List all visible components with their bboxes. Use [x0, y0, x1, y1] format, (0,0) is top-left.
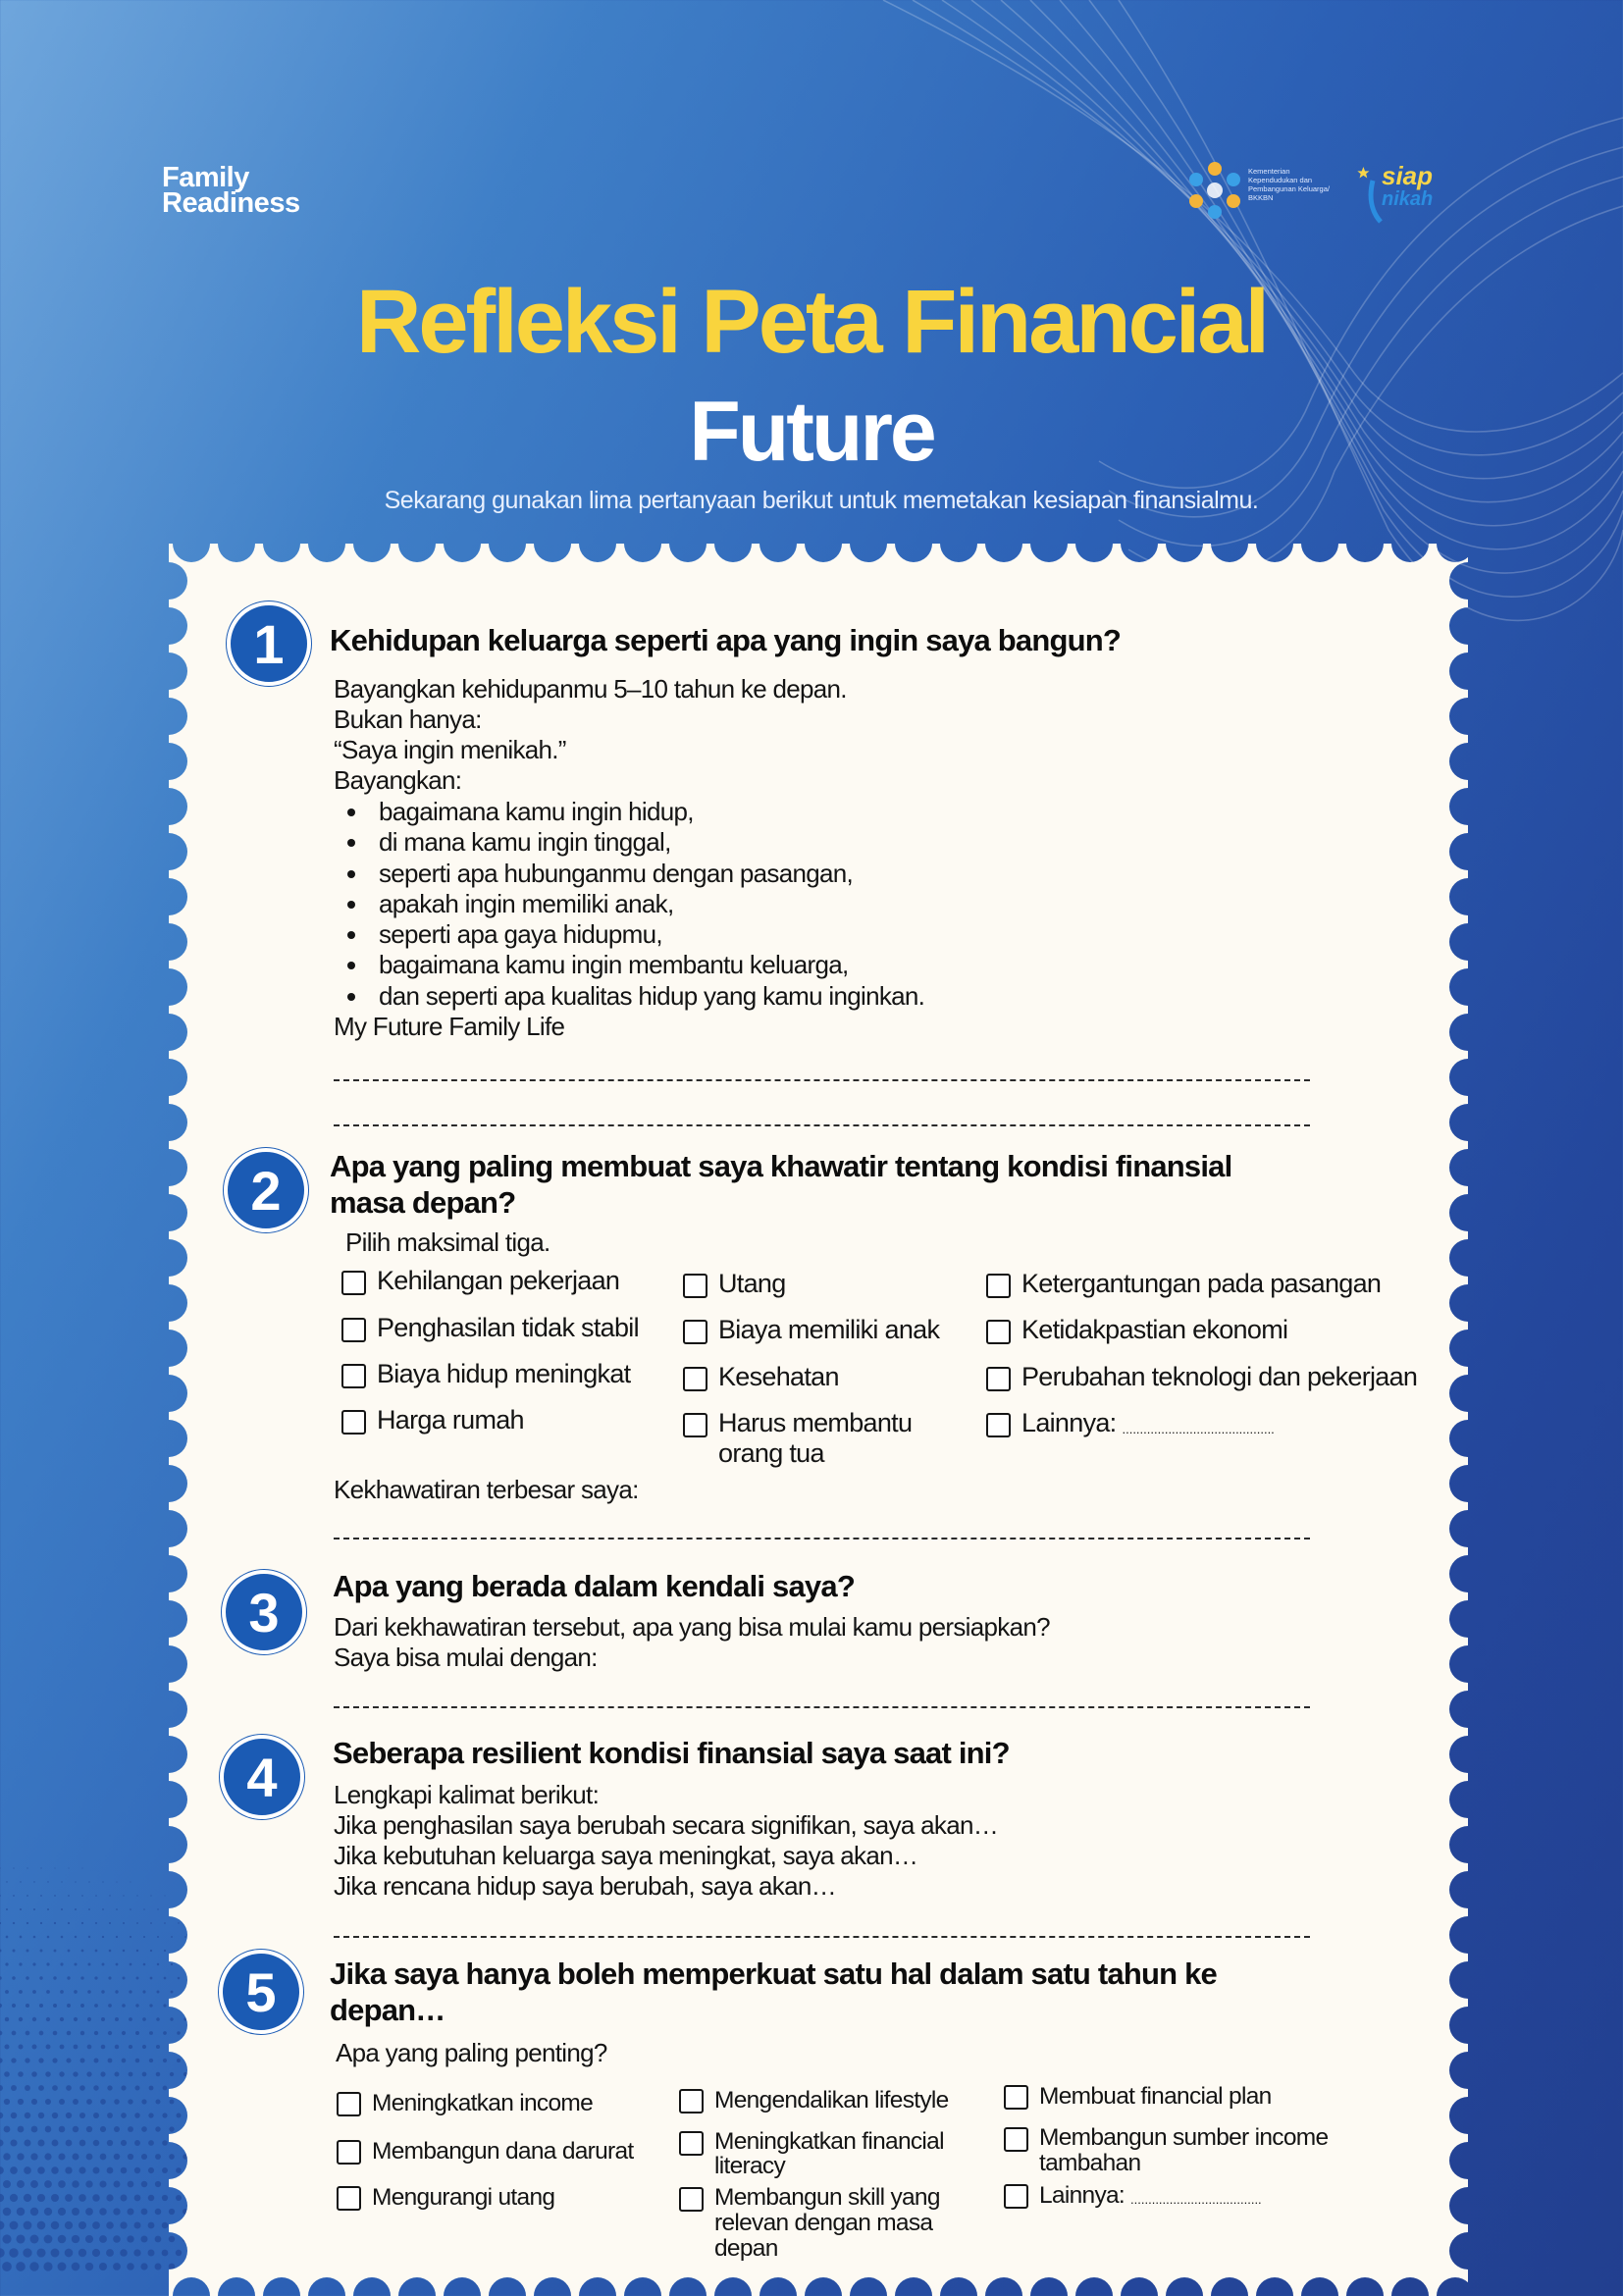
option-label-line1: Harus membantu	[718, 1408, 913, 1437]
checkbox[interactable]	[341, 1318, 366, 1342]
question-2-instruction: Pilih maksimal tiga.	[345, 1227, 550, 1257]
page-title-line2: Future	[689, 385, 934, 479]
checkbox[interactable]	[341, 1364, 366, 1388]
q1-line: Bukan hanya:	[334, 704, 482, 734]
checkbox[interactable]	[679, 2089, 704, 2113]
option-harus-membantu-orang-tua[interactable]	[683, 1408, 912, 1469]
option-kehilangan-pekerjaan[interactable]	[341, 1266, 619, 1296]
checkbox[interactable]	[683, 1320, 707, 1344]
option-label: Biaya memiliki anak	[718, 1315, 940, 1344]
other-fill-line[interactable]: ...........................................	[1122, 1422, 1275, 1436]
option-label: Penghasilan tidak stabil	[377, 1313, 639, 1342]
checkbox[interactable]	[337, 2092, 361, 2116]
option-lainnya-q5[interactable]	[1004, 2182, 1262, 2213]
option-biaya-memiliki-anak[interactable]	[683, 1315, 939, 1345]
question-5-instruction: Apa yang paling penting?	[336, 2038, 607, 2067]
option-label-line2: literacy	[714, 2153, 786, 2179]
option-label	[714, 2185, 940, 2262]
question-4-text	[334, 1780, 998, 1902]
q2-title-line2: masa depan?	[330, 1185, 516, 1220]
q1-line: “Saya ingin menikah.”	[334, 735, 566, 764]
checkbox[interactable]	[341, 1271, 366, 1295]
question-3-title: Apa yang berada dalam kendali saya?	[333, 1569, 855, 1603]
checkbox[interactable]	[341, 1410, 366, 1435]
answer-line-3[interactable]	[334, 1706, 1310, 1708]
page-subtitle: Sekarang gunakan lima pertanyaan berikut untuk memetakan kesiapan finansialmu.	[384, 487, 1259, 514]
answer-line-1a[interactable]	[334, 1079, 1310, 1081]
bullet-item: seperti apa gaya hidupmu,	[334, 919, 924, 950]
question-2-title	[330, 1148, 1231, 1221]
ministry-name: Kementerian Kependudukan dan Pembangunan Keluarga/ BKKBN	[1248, 167, 1330, 202]
option-meningkatkan-financial-literacy[interactable]	[679, 2129, 944, 2178]
option-label: Kesehatan	[718, 1362, 839, 1391]
bullet-item: apakah ingin memiliki anak,	[334, 889, 924, 919]
siap-logo-word: siap	[1382, 161, 1434, 190]
option-penghasilan-tidak-stabil[interactable]	[341, 1313, 639, 1343]
q4-line: Jika rencana hidup saya berubah, saya akan…	[334, 1871, 836, 1901]
option-label-line1: Membangun sumber income	[1039, 2124, 1329, 2151]
q2-title-line1: Apa yang paling membuat saya khawatir tentang kondisi finansial	[330, 1149, 1232, 1183]
checkbox[interactable]	[683, 1367, 707, 1391]
option-membuat-financial-plan[interactable]	[1004, 2083, 1272, 2110]
option-label-line1: Meningkatkan financial	[714, 2128, 944, 2155]
bullet-item: seperti apa hubunganmu dengan pasangan,	[334, 859, 924, 889]
bullet-item: di mana kamu ingin tinggal,	[334, 827, 924, 858]
option-label: Lainnya:	[1021, 1408, 1117, 1437]
option-label: Ketidakpastian ekonomi	[1021, 1315, 1288, 1344]
checkbox[interactable]	[1004, 2085, 1028, 2110]
option-label: Mengendalikan lifestyle	[714, 2087, 949, 2113]
option-label: Biaya hidup meningkat	[377, 1359, 631, 1388]
option-label-line2: relevan dengan masa	[714, 2210, 933, 2236]
option-lainnya-q2[interactable]	[986, 1408, 1275, 1444]
option-label: Perubahan teknologi dan pekerjaan	[1021, 1362, 1418, 1391]
option-membangun-skill[interactable]	[679, 2185, 940, 2262]
page-title-line1: Refleksi Peta Financial	[355, 272, 1268, 372]
answer-line-4[interactable]	[334, 1936, 1310, 1938]
other-fill-line[interactable]: .....................................	[1130, 2192, 1262, 2207]
option-mengendalikan-lifestyle[interactable]	[679, 2087, 949, 2113]
option-label-line2: tambahan	[1039, 2150, 1141, 2176]
brand-line2: Readiness	[162, 187, 300, 219]
option-ketidakpastian-ekonomi[interactable]	[986, 1315, 1287, 1345]
option-label-line2: orang tua	[718, 1438, 824, 1468]
q1-line: Bayangkan kehidupanmu 5–10 tahun ke depan.	[334, 674, 847, 704]
question-number-5: 5	[219, 1950, 303, 2034]
checkbox[interactable]	[337, 2186, 361, 2211]
question-number-3: 3	[222, 1570, 306, 1654]
option-label: Mengurangi utang	[372, 2184, 555, 2211]
question-5-title	[330, 1956, 1217, 2028]
option-membangun-sumber-income[interactable]	[1004, 2125, 1328, 2176]
question-1-title: Kehidupan keluarga seperti apa yang ingin saya bangun?	[330, 623, 1122, 657]
checkbox[interactable]	[986, 1413, 1011, 1437]
checkbox[interactable]	[986, 1367, 1011, 1391]
option-harga-rumah[interactable]	[341, 1405, 524, 1435]
brand-logo	[162, 162, 300, 219]
q3-line1: Dari kekhawatiran tersebut, apa yang bisa mulai kamu persiapkan?	[334, 1612, 1050, 1642]
checkbox[interactable]	[1004, 2184, 1028, 2209]
q5-title-line2: depan…	[330, 1993, 445, 2027]
option-label: Membangun dana darurat	[372, 2138, 634, 2165]
option-utang[interactable]	[683, 1269, 786, 1299]
option-label: Membuat financial plan	[1039, 2083, 1272, 2110]
q4-line: Jika penghasilan saya berubah secara signifikan, saya akan…	[334, 1810, 999, 1840]
question-1-intro	[334, 674, 847, 796]
bullet-item: dan seperti apa kualitas hidup yang kamu inginkan.	[334, 981, 924, 1012]
q4-line: Jika kebutuhan keluarga saya meningkat, saya akan…	[334, 1841, 918, 1870]
siap-logo-word2: nikah	[1382, 188, 1434, 210]
checkbox[interactable]	[986, 1274, 1011, 1298]
checkbox[interactable]	[679, 2187, 704, 2212]
option-perubahan-teknologi[interactable]	[986, 1362, 1417, 1392]
question-number-1: 1	[227, 601, 311, 686]
question-1-bullets	[334, 797, 924, 1012]
option-kesehatan[interactable]	[683, 1362, 839, 1392]
q3-line2: Saya bisa mulai dengan:	[334, 1643, 598, 1672]
brand-line1: Family	[162, 162, 249, 193]
q4-line: Lengkapi kalimat berikut:	[334, 1780, 600, 1809]
answer-line-2[interactable]	[334, 1538, 1310, 1539]
bullet-item: bagaimana kamu ingin membantu keluarga,	[334, 950, 924, 980]
question-4-title: Seberapa resilient kondisi finansial saya saat ini?	[333, 1736, 1010, 1770]
option-label: Utang	[718, 1269, 786, 1298]
bullet-item: bagaimana kamu ingin hidup,	[334, 797, 924, 827]
q5-title-line1: Jika saya hanya boleh memperkuat satu hal dalam satu tahun ke	[330, 1957, 1217, 1991]
question-1-label: My Future Family Life	[334, 1012, 565, 1041]
option-meningkatkan-income[interactable]	[337, 2090, 593, 2116]
checkbox[interactable]	[337, 2140, 361, 2165]
answer-line-1b[interactable]	[334, 1124, 1310, 1126]
option-label: Kehilangan pekerjaan	[377, 1266, 620, 1295]
option-label: Meningkatkan income	[372, 2090, 594, 2116]
option-membangun-dana-darurat[interactable]	[337, 2138, 634, 2165]
checkbox[interactable]	[1004, 2127, 1028, 2152]
checkbox[interactable]	[986, 1320, 1011, 1344]
option-label	[714, 2129, 944, 2178]
question-number-2: 2	[224, 1148, 308, 1232]
option-label-line1: Membangun skill yang	[714, 2184, 940, 2211]
checkbox[interactable]	[679, 2131, 704, 2156]
option-ketergantungan-pada-pasangan[interactable]	[986, 1269, 1381, 1299]
checkbox[interactable]	[683, 1274, 707, 1298]
option-biaya-hidup-meningkat[interactable]	[341, 1359, 630, 1389]
option-mengurangi-utang[interactable]	[337, 2184, 554, 2211]
question-2-label: Kekhawatiran terbesar saya:	[334, 1475, 639, 1504]
option-label-line3: depan	[714, 2235, 778, 2262]
question-number-4: 4	[220, 1735, 304, 1819]
checkbox[interactable]	[683, 1413, 707, 1437]
option-label: Ketergantungan pada pasangan	[1021, 1269, 1382, 1298]
option-label	[1039, 2125, 1328, 2176]
q1-line: Bayangkan:	[334, 765, 462, 795]
question-3-text	[334, 1612, 1050, 1673]
option-label: Lainnya:	[1039, 2182, 1126, 2209]
option-label: Harga rumah	[377, 1405, 524, 1435]
option-label	[718, 1408, 912, 1469]
